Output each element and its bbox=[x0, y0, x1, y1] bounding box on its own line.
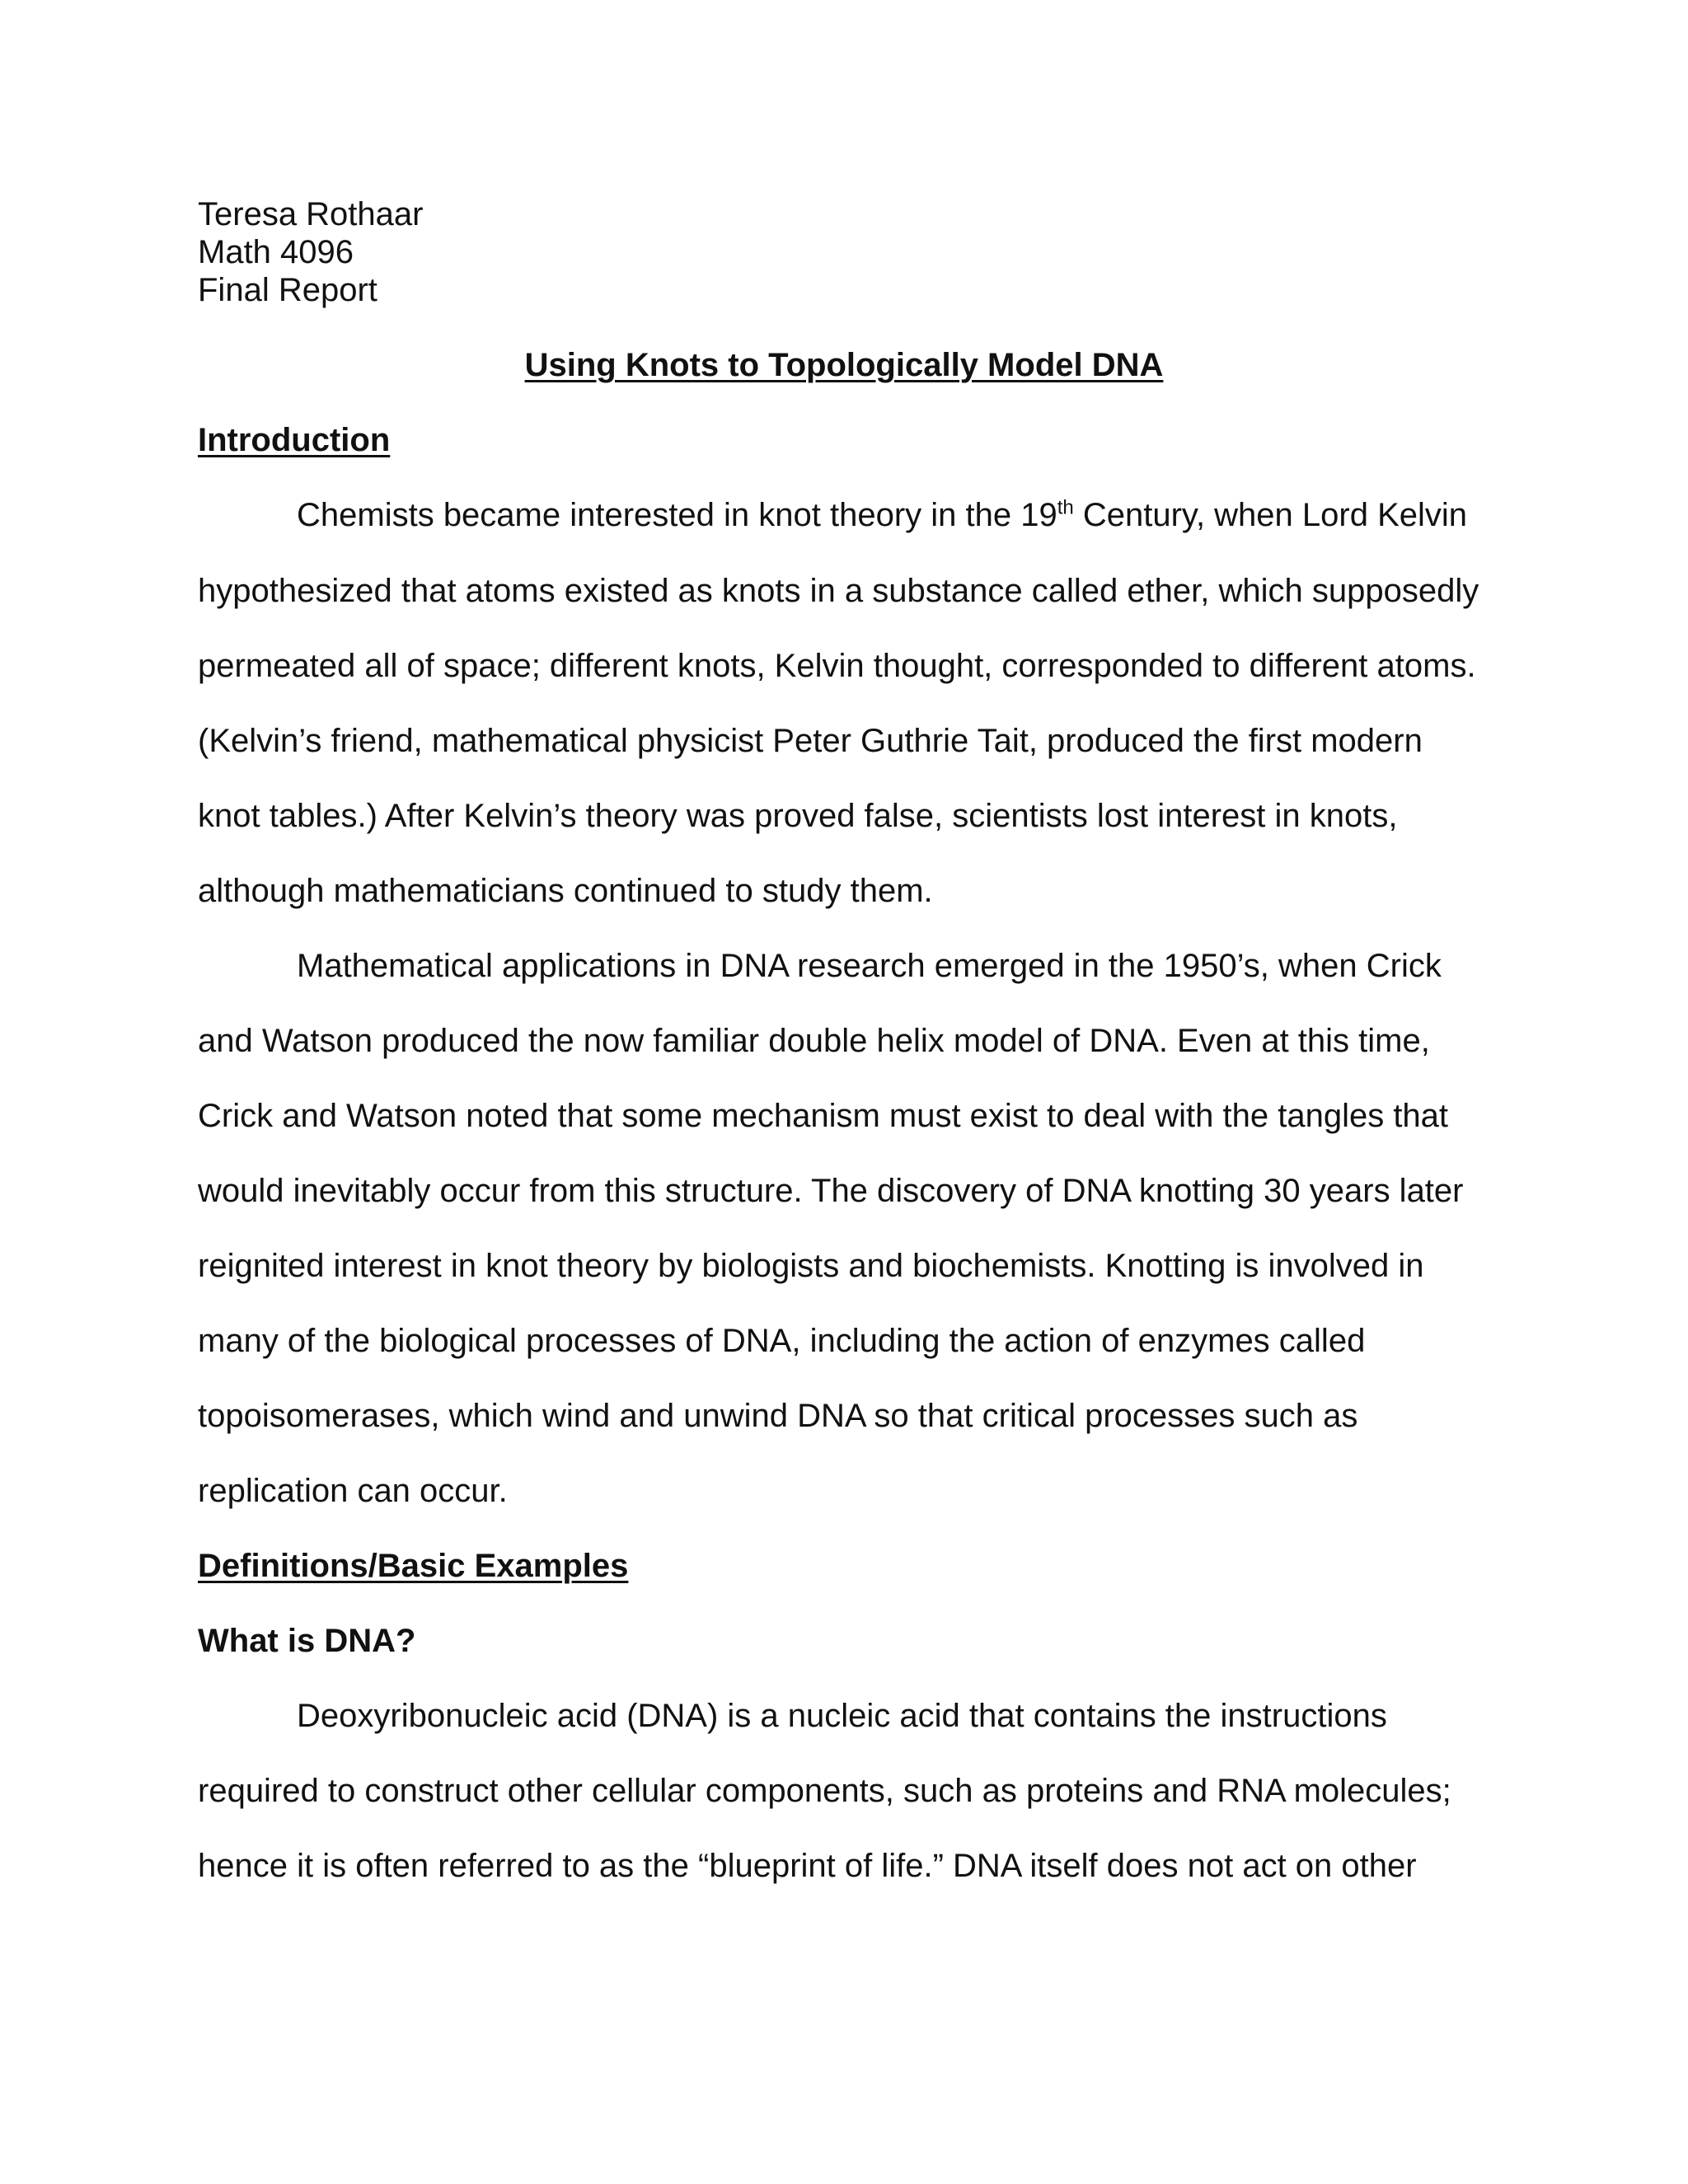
intro-p2-line-6: many of the biological processes of DNA, including the action of enzymes called bbox=[198, 1323, 1366, 1359]
intro-p1-line-1: Chemists became interested in knot theory in the 19th Century, when Lord Kelvin bbox=[297, 496, 1468, 533]
document-title: Using Knots to Topologically Model DNA bbox=[524, 347, 1164, 383]
dna-p1-line-1: Deoxyribonucleic acid (DNA) is a nucleic acid that contains the instructions bbox=[297, 1698, 1387, 1734]
superscript-th: th bbox=[1057, 496, 1074, 519]
document-type: Final Report bbox=[198, 272, 377, 308]
dna-p1-line-2: required to construct other cellular components, such as proteins and RNA molecules; bbox=[198, 1773, 1451, 1809]
definitions-heading: Definitions/Basic Examples bbox=[198, 1548, 629, 1584]
course-name: Math 4096 bbox=[198, 234, 354, 270]
intro-p1-line-3: permeated all of space; different knots, Kelvin thought, corresponded to different atoms. bbox=[198, 648, 1476, 684]
intro-p2-line-3: Crick and Watson noted that some mechanism must exist to deal with the tangles that bbox=[198, 1098, 1449, 1134]
what-is-dna-heading: What is DNA? bbox=[198, 1623, 416, 1659]
intro-p2-line-4: would inevitably occur from this structure. The discovery of DNA knotting 30 years later bbox=[198, 1173, 1464, 1209]
dna-p1-line-3: hence it is often referred to as the “blueprint of life.” DNA itself does not act on other bbox=[198, 1848, 1417, 1884]
intro-p1-line-5: knot tables.) After Kelvin’s theory was proved false, scientists lost interest in knots, bbox=[198, 798, 1398, 834]
intro-p1-line-2: hypothesized that atoms existed as knots in a substance called ether, which supposedly bbox=[198, 573, 1479, 609]
intro-p2-line-1: Mathematical applications in DNA research emerged in the 1950’s, when Crick bbox=[297, 948, 1442, 984]
intro-p1-line-4: (Kelvin’s friend, mathematical physicist Peter Guthrie Tait, produced the first modern bbox=[198, 723, 1423, 759]
intro-p1-line-6: although mathematicians continued to study them. bbox=[198, 873, 933, 909]
intro-p2-line-7: topoisomerases, which wind and unwind DNA so that critical processes such as bbox=[198, 1398, 1358, 1434]
intro-p2-line-2: and Watson produced the now familiar double helix model of DNA. Even at this time, bbox=[198, 1023, 1430, 1059]
intro-p2-line-8: replication can occur. bbox=[198, 1473, 508, 1509]
author-name: Teresa Rothaar bbox=[198, 196, 424, 232]
intro-p2-line-5: reignited interest in knot theory by biologists and biochemists. Knotting is involved in bbox=[198, 1248, 1424, 1284]
introduction-heading: Introduction bbox=[198, 422, 391, 458]
